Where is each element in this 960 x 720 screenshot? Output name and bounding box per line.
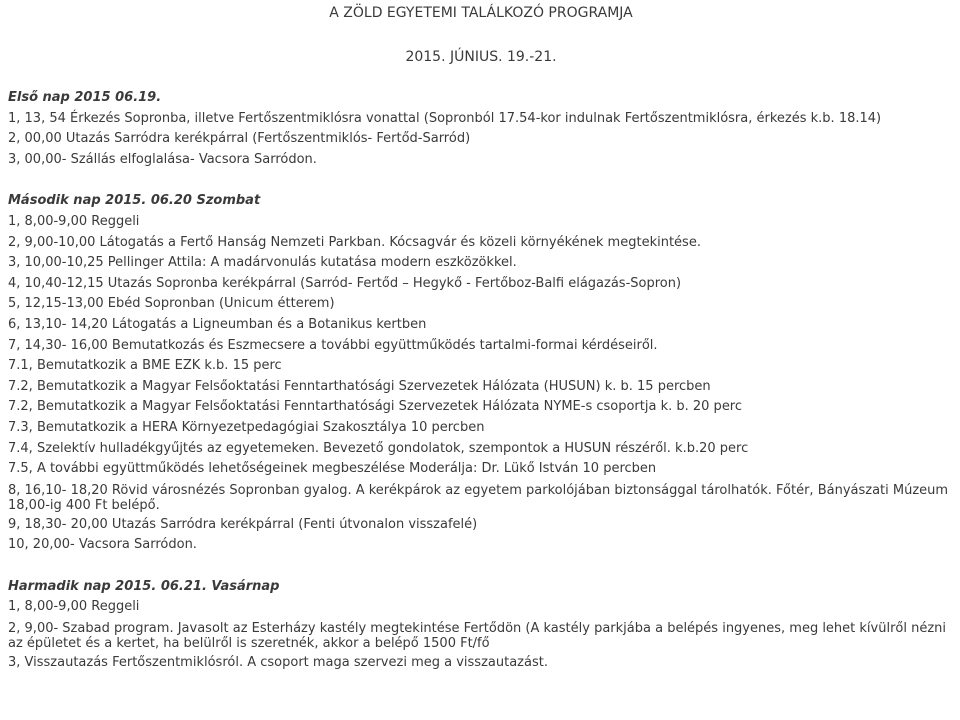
- list-item: 1, 8,00-9,00 Reggeli: [8, 213, 140, 229]
- day-heading: Második nap 2015. 06.20 Szombat: [8, 193, 261, 209]
- list-item: 10, 20,00- Vacsora Sarródon.: [8, 537, 197, 553]
- list-item: 2, 00,00 Utazás Sarródra kerékpárral (Fertőszentmiklós- Fertőd-Sarród): [8, 131, 471, 147]
- list-item: 1, 13, 54 Érkezés Sopronba, illetve Fertőszentmiklósra vonattal (Sopronból 17.54-kor indulnak Fertőszentmiklósra, érkezés k.b. 18.14): [8, 110, 882, 126]
- list-item: 4, 10,40-12,15 Utazás Sopronba kerékpárral (Sarród- Fertőd – Hegykő - Fertőboz-Balfi elágazás-Sopron): [8, 275, 682, 291]
- list-item: 3, Visszautazás Fertőszentmiklósról. A csoport maga szervezi meg a visszautazást.: [8, 655, 548, 671]
- list-item: 7.2, Bemutatkozik a Magyar Felsőoktatási Fenntarthatósági Szervezetek Hálózata NYME-s csoportja k. b. 20 perc: [8, 399, 743, 415]
- list-item: 8, 16,10- 18,20 Rövid városnézés Sopronban gyalog. A kerékpárok az egyetem parkolójában biztonsággal tárolhatók. Főtér, Bányászati Múzeum 18,00-ig 400 Ft belépő.: [8, 482, 949, 513]
- document-title: A ZÖLD EGYETEMI TALÁLKOZÓ PROGRAMJA: [329, 5, 633, 21]
- list-item: 7.2, Bemutatkozik a Magyar Felsőoktatási Fenntarthatósági Szervezetek Hálózata (HUSUN) k. b. 15 percben: [8, 378, 711, 394]
- list-item: 7.3, Bemutatkozik a HERA Környezetpedagógiai Szakosztálya 10 percben: [8, 419, 485, 435]
- list-item: 3, 00,00- Szállás elfoglalása- Vacsora Sarródon.: [8, 151, 317, 167]
- list-item: 9, 18,30- 20,00 Utazás Sarródra kerékpárral (Fenti útvonalon visszafelé): [8, 516, 478, 532]
- list-item: 2, 9,00- Szabad program. Javasolt az Esterházy kastély megtekintése Fertődön (A kastély parkjába a belépés ingyenes, meg lehet kívülről nézni az épületet és a kertet, ha belülről is szeretnék, akkor a belépő 1500 Ft/fő: [8, 621, 947, 652]
- list-item: 6, 13,10- 14,20 Látogatás a Ligneumban és a Botanikus kertben: [8, 316, 427, 332]
- list-item: 3, 10,00-10,25 Pellinger Attila: A madárvonulás kutatása modern eszközökkel.: [8, 255, 517, 271]
- day-section-2: [8, 191, 954, 556]
- program-document: [8, 4, 954, 674]
- day-heading: Harmadik nap 2015. 06.21. Vasárnap: [8, 578, 280, 594]
- day-section-3: [8, 577, 954, 674]
- list-item: 7.5, A további együttműködés lehetőségeinek megbeszélése Moderálja: Dr. Lükő István 10 percben: [8, 461, 657, 477]
- list-item: 7.4, Szelektív hulladékgyűjtés az egyetemeken. Bevezető gondolatok, szempontok a HUSUN részéről. k.b.20 perc: [8, 440, 749, 456]
- day-section-1: [8, 88, 954, 170]
- document-date: 2015. JÚNIUS. 19.-21.: [405, 49, 557, 65]
- list-item: 1, 8,00-9,00 Reggeli: [8, 599, 140, 615]
- list-item: 5, 12,15-13,00 Ebéd Sopronban (Unicum étterem): [8, 296, 335, 312]
- list-item: 7.1, Bemutatkozik a BME EZK k.b. 15 perc: [8, 358, 282, 374]
- list-item: 2, 9,00-10,00 Látogatás a Fertő Hanság Nemzeti Parkban. Kócsagvár és közeli környékének megtekintése.: [8, 234, 701, 250]
- list-item: 7, 14,30- 16,00 Bemutatkozás és Eszmecsere a további együttműködés tartalmi-formai kérdéseiről.: [8, 337, 658, 353]
- day-heading: Első nap 2015 06.19.: [8, 90, 162, 105]
